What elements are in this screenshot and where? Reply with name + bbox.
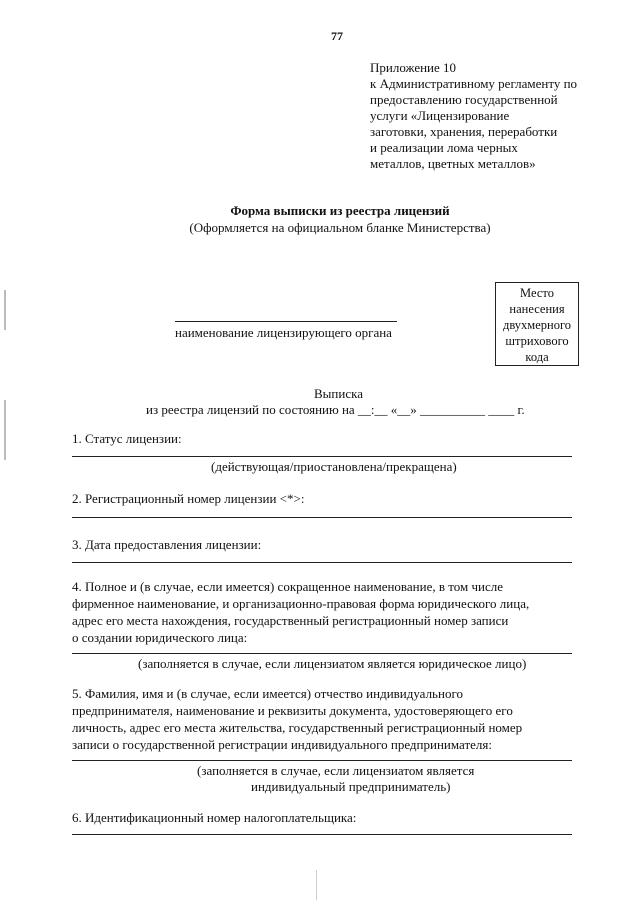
field-5-line: личность, адрес его места жительства, государственный регистрационный номер bbox=[72, 720, 523, 735]
field-5-line: записи о государственной регистрации индивидуального предпринимателя: bbox=[72, 737, 492, 752]
barcode-box-line: нанесения bbox=[509, 302, 565, 316]
barcode-box-line: штрихового bbox=[505, 334, 569, 348]
barcode-box-line: двухмерного bbox=[502, 318, 572, 332]
form-title: Форма выписки из реестра лицензий bbox=[230, 203, 450, 218]
field-1-label: 1. Статус лицензии: bbox=[72, 431, 182, 446]
field-3-line bbox=[72, 562, 572, 563]
field-4-line: фирменное наименование, и организационно-правовая форма юридического лица, bbox=[72, 596, 530, 611]
barcode-placeholder-box bbox=[495, 282, 579, 366]
page-number: 77 bbox=[331, 29, 343, 43]
field-3-label: 3. Дата предоставления лицензии: bbox=[72, 537, 262, 552]
appendix-line: и реализации лома черных bbox=[370, 140, 518, 155]
field-2-line bbox=[72, 517, 572, 518]
field-1-line bbox=[72, 456, 572, 457]
field-4-line: 4. Полное и (в случае, если имеется) сокращенное наименование, в том числе bbox=[72, 579, 503, 594]
field-4-line: о создании юридического лица: bbox=[72, 630, 248, 645]
field-5-hint-2: индивидуальный предприниматель) bbox=[251, 779, 451, 794]
field-5-hint-1: (заполняется в случае, если лицензиатом является bbox=[197, 763, 475, 778]
appendix-line: заготовки, хранения, переработки bbox=[370, 124, 558, 139]
appendix-header bbox=[370, 60, 577, 172]
extract-heading: Выписка bbox=[314, 386, 363, 401]
field-1-hint: (действующая/приостановлена/прекращена) bbox=[211, 459, 457, 474]
field-4-line: адрес его места нахождения, государственный регистрационный номер записи bbox=[72, 613, 509, 628]
field-5-text bbox=[72, 685, 522, 753]
field-6-line bbox=[72, 834, 572, 835]
appendix-line: услуги «Лицензирование bbox=[370, 108, 510, 123]
barcode-box-line: Место bbox=[520, 286, 554, 300]
form-subtitle: (Оформляется на официальном бланке Министерства) bbox=[189, 220, 491, 235]
extract-date-line: из реестра лицензий по состоянию на __:__ «__» __________ ____ г. bbox=[146, 402, 525, 417]
appendix-line: к Административному регламенту по bbox=[370, 76, 578, 91]
authority-name-line bbox=[175, 321, 397, 322]
field-5-line: 5. Фамилия, имя и (в случае, если имеется) отчество индивидуального bbox=[72, 686, 463, 701]
scan-edge-mark bbox=[4, 400, 6, 460]
field-5-line-input bbox=[72, 760, 572, 761]
field-5-line: предпринимателя, наименование и реквизиты документа, удостоверяющего его bbox=[72, 703, 513, 718]
appendix-line: предоставлению государственной bbox=[370, 92, 558, 107]
scan-fold-mark bbox=[316, 870, 317, 900]
field-4-line-input bbox=[72, 653, 572, 654]
field-4-hint: (заполняется в случае, если лицензиатом является юридическое лицо) bbox=[138, 656, 527, 671]
appendix-line: металлов, цветных металлов» bbox=[370, 156, 536, 171]
field-6-label: 6. Идентификационный номер налогоплательщика: bbox=[72, 810, 357, 825]
scan-edge-mark bbox=[4, 290, 6, 330]
barcode-box-line: кода bbox=[525, 350, 549, 364]
field-4-text bbox=[72, 578, 529, 646]
appendix-line: Приложение 10 bbox=[370, 60, 457, 75]
field-2-label: 2. Регистрационный номер лицензии <*>: bbox=[72, 491, 305, 506]
authority-caption: наименование лицензирующего органа bbox=[175, 325, 392, 340]
